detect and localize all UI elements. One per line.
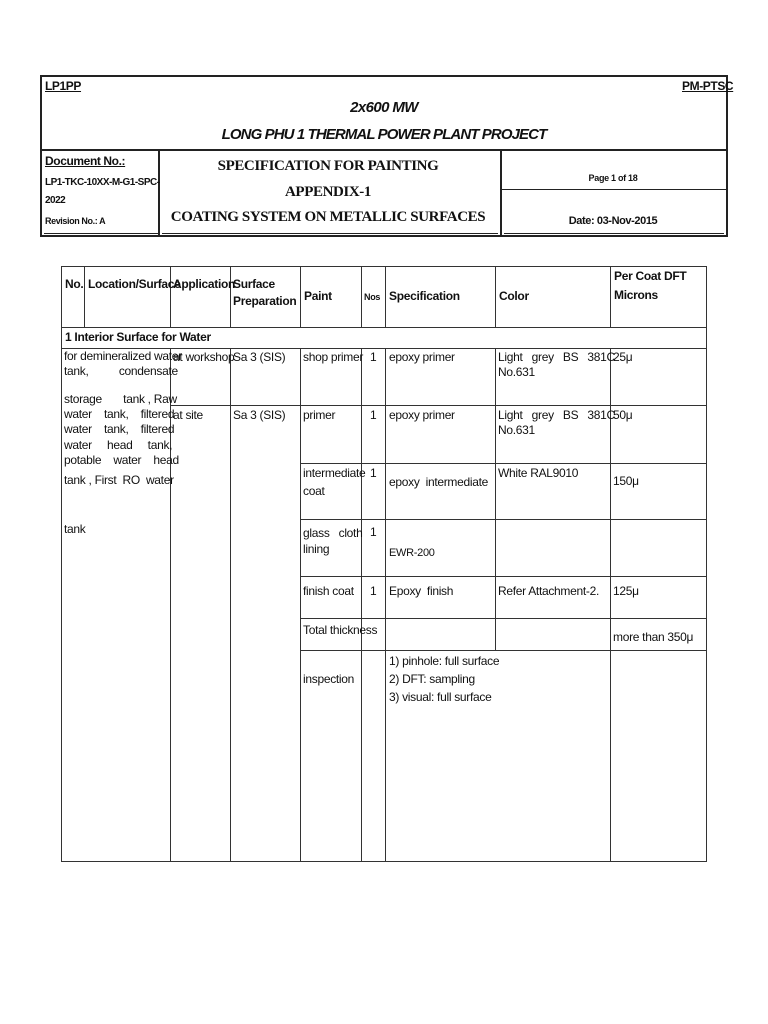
inspection-item: 3) visual: full surface (389, 690, 492, 704)
paint-cell: intermediate (303, 466, 366, 480)
nos-cell: 1 (370, 408, 377, 422)
inspection-item: 1) pinhole: full surface (389, 654, 500, 668)
nos-cell: 1 (370, 584, 377, 598)
header-divider (502, 189, 726, 190)
location-line: water tank, filtered (64, 407, 175, 421)
row-line (300, 519, 707, 520)
page-number: Page 1 of 18 (588, 173, 638, 183)
spec-title: SPECIFICATION FOR PAINTING (217, 158, 439, 174)
paint-cell: primer (303, 408, 336, 422)
location-line: for demineralized water (64, 349, 182, 363)
col-line (230, 348, 231, 862)
dft-cell: 125μ (613, 584, 639, 598)
col-line (495, 266, 496, 327)
nos-cell: 1 (370, 350, 377, 364)
spec-cell: epoxy primer (389, 408, 455, 422)
dft-cell: 150μ (613, 474, 639, 488)
color-cell: White RAL9010 (498, 466, 579, 480)
paint-cell-cont: lining (303, 542, 330, 556)
inspection-item: 2) DFT: sampling (389, 672, 475, 686)
paint-cell: glass cloth (303, 526, 363, 540)
col-header-color: Color (499, 289, 529, 303)
project-title: LONG PHU 1 THERMAL POWER PLANT PROJECT (221, 126, 547, 143)
header-divider (44, 233, 158, 234)
doc-no-label: Document No.: (45, 154, 126, 168)
spec-cell: EWR-200 (389, 547, 435, 559)
col-header-specification: Specification (389, 289, 460, 303)
col-line (170, 266, 171, 327)
col-header-dft-line2: Microns (614, 288, 658, 302)
col-header-location: Location/Surface (88, 277, 181, 291)
row-line (170, 405, 707, 406)
col-line (610, 266, 611, 327)
col-header-surface-preparation: Surface (233, 277, 275, 291)
col-line (84, 266, 85, 327)
color-cell: Refer Attachment-2. (498, 584, 600, 598)
nos-cell: 1 (370, 466, 377, 480)
application-cell: at workshop (173, 350, 235, 364)
row-line (300, 463, 707, 464)
col-line (300, 348, 301, 862)
col-line (385, 650, 386, 862)
total-thickness-value: more than 350μ (613, 630, 694, 644)
application-cell: at site (173, 408, 203, 422)
surface-cell: Sa 3 (SIS) (233, 408, 286, 422)
row-line (300, 618, 707, 619)
doc-no-value: LP1-TKC-10XX-M-G1-SPC- (45, 177, 160, 188)
col-line (361, 348, 362, 862)
revision-no: Revision No.: A (45, 216, 106, 226)
col-line (230, 266, 231, 327)
coating-title: COATING SYSTEM ON METALLIC SURFACES (170, 209, 486, 225)
row-line (61, 327, 707, 328)
col-header-paint: Paint (304, 289, 332, 303)
coating-table (61, 266, 707, 862)
org-left: LP1PP (45, 79, 82, 93)
surface-cell: Sa 3 (SIS) (233, 350, 286, 364)
col-header-no: No. (65, 277, 84, 291)
appendix-title: APPENDIX-1 (285, 184, 371, 200)
header-divider (42, 149, 726, 151)
location-line: tank (64, 522, 86, 536)
col-header-nos: Nos (364, 292, 381, 302)
table-border (61, 266, 62, 862)
col-header-surface-preparation-line2: Preparation (233, 294, 297, 308)
org-right: PM-PTSC (682, 79, 734, 93)
location-line: tank, condensate (64, 364, 178, 378)
col-header-application: Application (173, 277, 236, 291)
document-date: Date: 03-Nov-2015 (568, 215, 658, 227)
nos-cell: 1 (370, 525, 377, 539)
color-cell: Light grey BS 381C (498, 350, 615, 364)
table-border (706, 266, 707, 862)
col-line (385, 348, 386, 650)
section-heading: 1 Interior Surface for Water (65, 330, 211, 344)
dft-cell: 25μ (613, 350, 633, 364)
header-divider (504, 233, 724, 234)
color-cell-cont: No.631 (498, 423, 535, 437)
paint-cell: shop primer (303, 350, 364, 364)
paint-cell: finish coat (303, 584, 354, 598)
capacity-title: 2x600 MW (350, 99, 418, 116)
col-line (300, 266, 301, 327)
spec-cell: epoxy primer (389, 350, 455, 364)
location-line: potable water head (64, 453, 179, 467)
dft-cell: 50μ (613, 408, 633, 422)
col-header-dft: Per Coat DFT (614, 269, 687, 283)
inspection-label: inspection (303, 672, 355, 686)
color-cell-cont: No.631 (498, 365, 535, 379)
location-line: water head tank, (64, 438, 173, 452)
total-thickness-label: Total thickness (303, 623, 378, 637)
location-line: water tank, filtered (64, 422, 175, 436)
row-line (300, 576, 707, 577)
header-divider (162, 233, 498, 234)
col-line (361, 266, 362, 327)
doc-no-value-cont: 2022 (45, 195, 66, 206)
spec-cell: Epoxy finish (389, 584, 454, 598)
col-line (610, 348, 611, 862)
spec-cell: epoxy intermediate (389, 475, 489, 489)
location-line: tank , First RO water (64, 473, 174, 487)
col-line (385, 266, 386, 327)
col-line (495, 348, 496, 650)
paint-cell-cont: coat (303, 484, 325, 498)
location-line: storage tank , Raw (64, 392, 177, 406)
row-line (300, 650, 707, 651)
color-cell: Light grey BS 381C (498, 408, 615, 422)
